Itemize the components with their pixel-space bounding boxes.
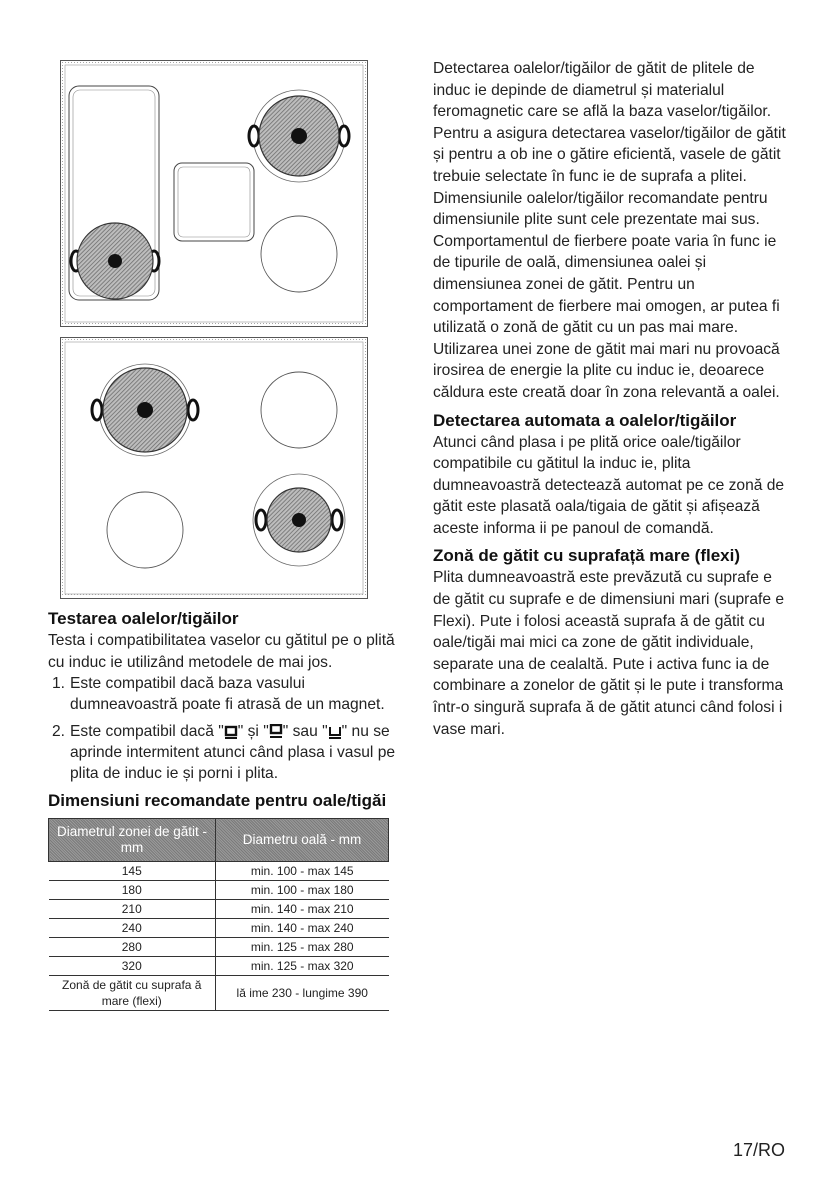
cooktop-standard-diagram xyxy=(60,337,368,599)
table-header: Diametru oală - mm xyxy=(216,819,389,862)
cooktop-flexi-diagram xyxy=(60,60,368,327)
cooking-zone xyxy=(261,216,337,292)
flexi-heading: Zonă de gătit cu suprafață mare (flexi) xyxy=(433,546,741,566)
right-text-column xyxy=(433,58,793,740)
pan-missing-symbol-icon xyxy=(224,724,238,740)
page-number: 17/RO xyxy=(732,1140,785,1160)
dimensions-heading: Dimensiuni recomandate pentru oale/tigăi xyxy=(48,791,387,811)
pan-missing-symbol-icon xyxy=(269,724,283,740)
auto-detect-paragraph: Atunci când plasa i pe plită orice oale/tigăilor compatibile cu gătitul la induc ie, plita dumneavoastră detectează automat pe ce zonă de gătit este plasată oala/tigaia de gătit și afișează aceste informa ii pe panoul de comandă. xyxy=(433,433,785,537)
pan-missing-symbol-icon xyxy=(328,724,342,740)
test-list xyxy=(48,673,403,784)
table-row: 240 min. 140 - max 240 xyxy=(49,919,389,938)
left-text-column xyxy=(48,608,403,1011)
table-row: 210 min. 140 - max 210 xyxy=(49,900,389,919)
dimensions-table xyxy=(48,818,389,1011)
cooking-zone xyxy=(261,372,337,448)
test-paragraph: Testa i compatibilitatea vaselor cu gătitul pe o plită cu induc ie utilizând metodele de mai jos. xyxy=(48,632,395,671)
cooking-zone xyxy=(107,492,183,568)
table-row: 320 min. 125 - max 320 xyxy=(49,957,389,976)
auto-detect-heading: Detectarea automata a oalelor/tigăilor xyxy=(433,410,737,430)
table-row: Zonă de gătit cu suprafa ă mare (flexi) lă ime 230 - lungime 390 xyxy=(49,976,389,1011)
list-item: 1. Este compatibil dacă baza vasului dumneavoastră poate fi atrasă de un magnet. xyxy=(52,675,385,714)
table-row: 145 min. 100 - max 145 xyxy=(49,862,389,881)
list-item: 2. Este compatibil dacă " " și " " sau " " nu se aprinde intermitent atunci când plasa i vasul pe plita de induc ie și porni i plita. xyxy=(52,723,396,783)
test-heading: Testarea oalelor/tigăilor xyxy=(48,609,239,628)
boiling-paragraph: Comportamentul de fierbere poate varia în func ie de tipurile de oală, dimensiunea oalei și dimensiunea zonei de gătit. Pentru un comportament de fierbere mai omogen, ar putea fi utilizată o zonă de gătit cu un pas mai mare. Utilizarea unei zone de gătit mai mari nu provoacă irosirea de energie la plite cu induc ie, deoarece căldura este creată doar în zona relevantă a oalei. xyxy=(433,232,780,401)
table-header: Diametrul zonei de gătit - mm xyxy=(49,819,216,862)
pot-icon xyxy=(253,474,345,566)
intro-paragraph: Detectarea oalelor/tigăilor de gătit de plitele de induc ie depinde de diametrul și materialul feromagnetic care se află la baza vaselor/tigăilor. Pentru a asigura detectarea vaselor/tigăilor de gătit și pentru a ob ine o gătire eficientă, vasele de gătit trebuie selectate în func ie de suprafa a plitei. Dimensiunile oalelor/tigăilor recomandate pentru dimensiunile plite sunt cele prezentate mai sus. xyxy=(433,60,786,229)
flexi-paragraph: Plita dumneavoastră este prevăzută cu suprafe e de gătit cu suprafe e de dimensiuni mari (suprafe e Flexi). Pute i folosi această suprafa ă de gătit cu oale/tigăi mai mici ca zone de gătit individuale, separate una de cealaltă. Pute i activa func ia de combinare a zonelor de gătit și le pute i transforma într-o singură suprafa ă de gătit atunci când folosi i vase mari. xyxy=(433,569,785,738)
table-row: 180 min. 100 - max 180 xyxy=(49,881,389,900)
table-row: 280 min. 125 - max 280 xyxy=(49,938,389,957)
